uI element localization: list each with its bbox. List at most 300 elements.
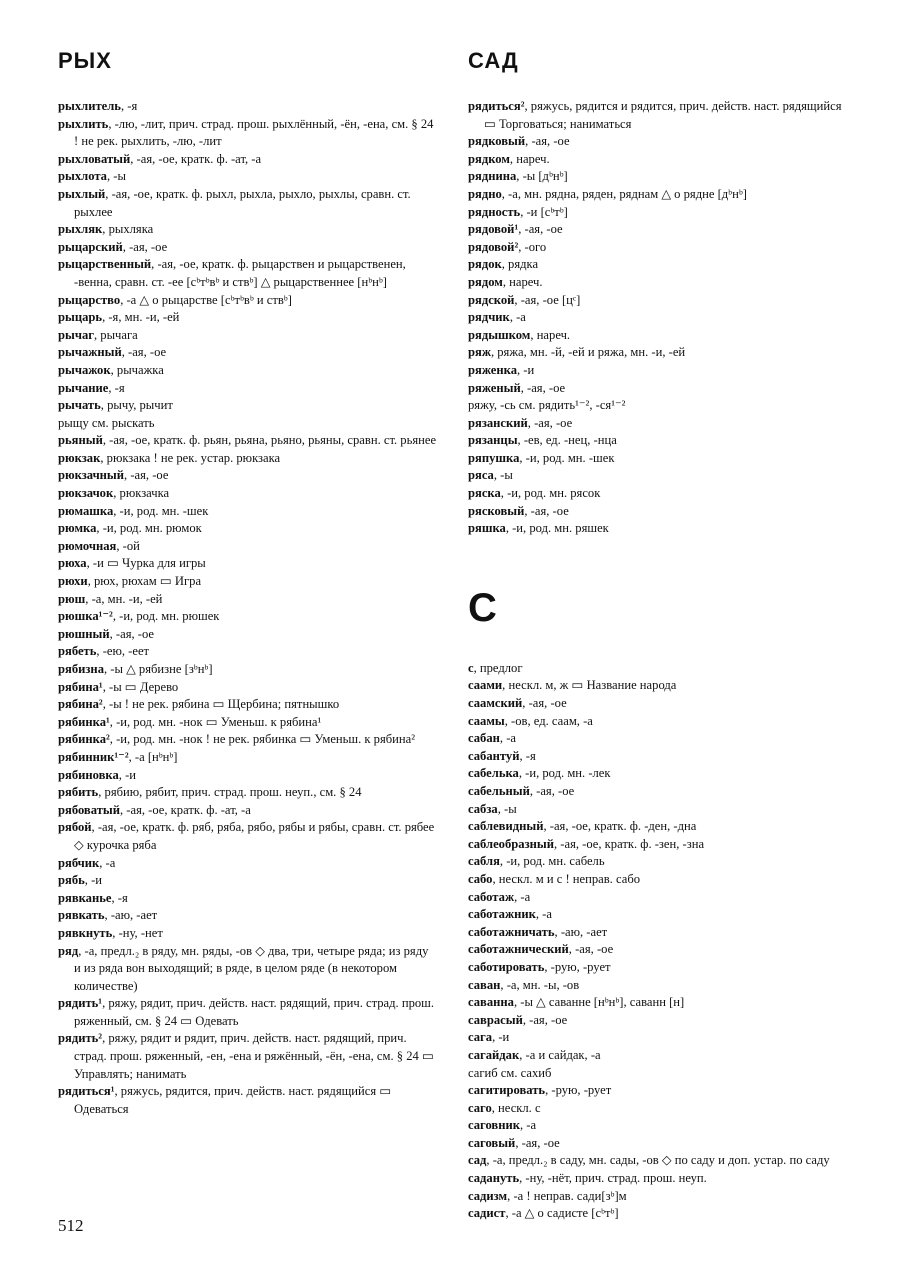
entry-headword: рябинник¹⁻²: [58, 749, 129, 764]
entry-definition: , -ая, -ое, кратк. ф. рыхл, рыхла, рыхло, рыхлы, сравн. ст. рыхлее: [74, 186, 411, 219]
dictionary-entry: [58, 995, 438, 1030]
entry-headword: ряженка: [468, 362, 517, 377]
right-column: [468, 48, 848, 1223]
left-running-head: РЫХ: [58, 48, 112, 73]
entry-definition: , рядка: [501, 257, 539, 272]
dictionary-entry: [58, 907, 438, 925]
dictionary-entry: [468, 677, 848, 695]
entry-headword: рюмка: [58, 521, 97, 536]
entry-headword: рыхлитель: [58, 99, 121, 113]
entry-definition: , -а: [99, 855, 116, 870]
entry-headword: рявканье: [58, 890, 112, 905]
entry-definition: , -а: [520, 1118, 537, 1133]
entry-definition: , -ая, -ое: [527, 415, 573, 430]
entry-headword: саами: [468, 678, 503, 693]
entry-definition: , -а, предл.₂ в ряду, мн. ряды, -ов ◇ два, три, четыре ряда; из ряду и из ряда вон выходящий; в ряде, в целом ряде (в некотором количестве): [74, 943, 429, 993]
dictionary-entry: [58, 608, 438, 626]
entry-definition: , -а △ о рыцарстве [сᵇтᵇвᵇ и ствᵇ]: [120, 292, 292, 307]
dictionary-entry: [468, 327, 848, 345]
entry-definition: , -а ! неправ. сади[зᵇ]м: [507, 1188, 627, 1203]
dictionary-entry: [468, 485, 848, 503]
entry-definition: , -а, мн. -и, -ей: [85, 591, 163, 606]
entry-headword: саванна: [468, 995, 514, 1010]
entry-headword: рядить¹: [58, 996, 103, 1011]
entry-definition: , -а: [535, 907, 552, 922]
dictionary-entry: [468, 1100, 848, 1118]
dictionary-entry: [58, 573, 438, 591]
entry-definition: , -и, род. мн. -нок ! не рек. рябинка ▭ Уменьш. к рябина²: [109, 732, 415, 747]
entry-definition: , -ая, -ое: [124, 468, 169, 483]
dictionary-entry: [468, 1188, 848, 1206]
dictionary-entry: [468, 450, 848, 468]
dictionary-entry: [58, 362, 438, 380]
dictionary-entry: [468, 730, 848, 748]
entry-headword: ряженый: [468, 380, 521, 395]
entry-definition: , -я: [108, 380, 125, 395]
entry-headword: рюмашка: [58, 503, 114, 518]
dictionary-entry: [468, 889, 848, 907]
dictionary-entry: [468, 994, 848, 1012]
entry-headword: рычажный: [58, 345, 122, 360]
entry-definition: , -ы △ рябизне [зᵇнᵇ]: [104, 662, 213, 676]
entry-headword: рычаг: [58, 327, 94, 342]
dictionary-entry: [468, 783, 848, 801]
entry-headword: сабельный: [468, 784, 530, 798]
dictionary-entry: [468, 256, 848, 274]
entry-definition: , -ого: [518, 239, 547, 254]
dictionary-entry: [468, 906, 848, 924]
entry-definition: , -аю, -ает: [554, 924, 608, 939]
dictionary-entry: [58, 661, 438, 679]
entry-definition: , ряжа, мн. -й, -ей и ряжа, мн. -и, -ей: [490, 345, 686, 360]
dictionary-entry: [58, 679, 438, 697]
entry-definition: , -и, род. мн. -лек: [518, 766, 611, 781]
entry-headword: рыхлый: [58, 186, 106, 201]
entry-definition: , -ая, -ое: [522, 696, 567, 711]
entry-definition: , нескл. с: [491, 1100, 541, 1115]
dictionary-entry: [468, 660, 848, 678]
entry-headword: саговый: [468, 1135, 516, 1150]
entry-headword: рыцарский: [58, 239, 123, 254]
entry-headword: рюмочная: [58, 538, 117, 553]
entry-headword: рядом: [468, 274, 503, 289]
entry-headword: рябинка²: [58, 732, 110, 747]
dictionary-entry: [468, 713, 848, 731]
dictionary-entry: [468, 98, 848, 133]
dictionary-entry: [58, 485, 438, 503]
entry-definition: , -и: [492, 1030, 510, 1045]
entry-definition: , -и, род. мн. -шек: [519, 450, 615, 465]
dictionary-entry: [58, 327, 438, 345]
entry-headword: сад: [468, 1153, 487, 1168]
dictionary-entry: [58, 467, 438, 485]
entry-definition: , -я: [519, 748, 536, 763]
entry-headword: рядовой²: [468, 239, 519, 254]
dictionary-entry: [58, 872, 438, 890]
entry-definition: , -ею, -еет: [96, 644, 150, 659]
entry-definition: , -ы △ саванне [нᵇнᵇ], саванн [н]: [513, 995, 685, 1010]
entry-headword: рыхлота: [58, 169, 107, 184]
entry-definition: , ряжу, рядит, прич. действ. наст. рядящий, прич. страд. прош. ряженный, см. § 24 ▭ Одевать: [74, 996, 435, 1028]
entry-definition: , -ая, -ое, кратк. ф. -зен, -зна: [553, 836, 705, 851]
dictionary-entry: [468, 292, 848, 310]
entry-definition: , нареч.: [509, 151, 550, 166]
entry-definition: , -ая, -ое: [524, 503, 569, 518]
dictionary-entry: [468, 151, 848, 169]
entry-headword: рядышком: [468, 327, 531, 342]
entry-definition: , -а, предл.₂ в саду, мн. сады, -ов ◇ по саду и доп. устар. по саду: [486, 1153, 830, 1168]
entry-headword: саботаж: [468, 889, 515, 904]
entry-headword: саван: [468, 977, 501, 992]
entry-headword: рюкзак: [58, 450, 101, 465]
dictionary-entry: [58, 555, 438, 573]
entry-headword: сага: [468, 1030, 493, 1045]
entry-headword: рясковый: [468, 503, 525, 518]
entry-definition: , -рую, -рует: [545, 1083, 612, 1098]
dictionary-entry: [58, 116, 438, 151]
entry-definition: , -я, мн. -и, -ей: [102, 310, 180, 325]
entry-headword: садист: [468, 1206, 506, 1221]
dictionary-entry: [468, 959, 848, 977]
dictionary-entry: [468, 186, 848, 204]
dictionary-entry: [58, 767, 438, 785]
dictionary-entry: [58, 643, 438, 661]
dictionary-entry: [58, 415, 438, 433]
entry-headword: саботировать: [468, 959, 545, 974]
entry-definition: , -и, род. мн. рясок: [500, 486, 601, 501]
entry-headword: ряса: [468, 468, 494, 483]
entry-headword: рябоватый: [58, 802, 120, 817]
entry-definition: , -рую, -рует: [544, 959, 611, 974]
dictionary-entry: [58, 714, 438, 732]
dictionary-entry: [58, 1083, 438, 1118]
entry-headword: рязанский: [468, 415, 528, 430]
entry-headword: саго: [468, 1100, 492, 1115]
right-running-head: САД: [468, 48, 519, 73]
left-entries: [58, 98, 438, 1118]
dictionary-entry: [468, 503, 848, 521]
entry-headword: саамы: [468, 713, 505, 728]
entry-headword: рядить²: [58, 1031, 103, 1046]
entry-definition: , -ая, -ое: [122, 239, 168, 254]
entry-headword: рядиться¹: [58, 1084, 115, 1099]
entry-headword: рыхловатый: [58, 151, 131, 166]
dictionary-entry: [58, 626, 438, 644]
dictionary-entry: [468, 1135, 848, 1153]
entry-definition: , -ая, -ое: [525, 134, 570, 149]
dictionary-entry: [58, 98, 438, 116]
entry-headword: рюкзачок: [58, 486, 114, 501]
entry-definition: , -а [нᵇнᵇ]: [128, 749, 178, 764]
entry-definition: , ряжусь, рядится, прич. действ. наст. рядящийся ▭ Одеваться: [74, 1084, 392, 1116]
entry-definition: , -а: [514, 889, 531, 904]
entry-definition: , -ы ! не рек. рябина ▭ Щербина; пятнышко: [102, 697, 340, 712]
dictionary-entry: [58, 503, 438, 521]
entry-headword: рычание: [58, 380, 109, 395]
entry-definition: , -я: [120, 99, 138, 113]
entry-definition: , -а, мн. -ы, -ов: [500, 977, 580, 992]
dictionary-entry: [58, 784, 438, 802]
entry-headword: рюшный: [58, 626, 110, 641]
dictionary-entry: [468, 1065, 848, 1083]
dictionary-entry: [468, 239, 848, 257]
entry-definition: , -и, род. мн. -шек: [113, 503, 209, 518]
dictionary-entry: [468, 432, 848, 450]
entry-headword: садануть: [468, 1171, 520, 1186]
entry-definition: , -ы: [493, 468, 513, 483]
entry-definition: , нареч.: [530, 327, 571, 342]
entry-definition: , -и: [84, 873, 103, 888]
dictionary-entry: [58, 344, 438, 362]
dictionary-entry: [58, 819, 438, 854]
entry-definition: , рябию, рябит, прич. страд. прош. неуп., см. § 24: [98, 785, 362, 800]
entry-headword: рюхи: [58, 574, 88, 589]
entry-headword: ряд: [58, 943, 79, 958]
entry-definition: , -ая, -ое, кратк. ф. -ден, -дна: [543, 819, 697, 834]
entry-headword: рядно: [468, 186, 502, 201]
entry-definition: , -и, род. мн. рюмок: [96, 521, 202, 536]
entry-definition: , -и, род. мн. сабель: [499, 854, 605, 869]
dictionary-entry: [58, 890, 438, 908]
entry-definition: , -ну, -нёт, прич. страд. прош. неуп.: [519, 1171, 707, 1186]
entry-headword: рыцарство: [58, 292, 121, 307]
entry-definition: , -ая, -ое [цᶜ]: [514, 292, 581, 307]
entry-headword: сабан: [468, 731, 500, 746]
entry-definition: , -ы [дᵇнᵇ]: [516, 169, 568, 184]
entry-headword: рябиновка: [58, 767, 119, 782]
entry-definition: , нескл. м, ж ▭ Название народа: [502, 678, 677, 693]
entry-definition: , -ая, -ое: [121, 345, 167, 360]
entry-definition: , -ов, ед. саам, -а: [504, 713, 593, 728]
entry-definition: , -а и сайдак, -а: [519, 1047, 601, 1062]
dictionary-entry: [468, 748, 848, 766]
entry-headword: рядчик: [468, 310, 510, 325]
entry-definition: , -ая, -ое: [529, 784, 575, 798]
entry-definition: сагиб см. сахиб: [468, 1065, 552, 1080]
entry-definition: , -ну, -нет: [112, 925, 163, 940]
dictionary-entry: [468, 1012, 848, 1030]
dictionary-entry: [58, 292, 438, 310]
entry-headword: рязанцы: [468, 433, 518, 448]
dictionary-entry: [58, 925, 438, 943]
entry-headword: рядковый: [468, 134, 526, 149]
entry-headword: рычать: [58, 398, 101, 413]
entry-headword: с: [468, 660, 474, 675]
entry-headword: сагайдак: [468, 1047, 520, 1062]
entry-headword: рядиться²: [468, 99, 525, 113]
dictionary-entry: [468, 344, 848, 362]
dictionary-entry: [58, 186, 438, 221]
dictionary-entry: [58, 749, 438, 767]
dictionary-entry: [468, 1205, 848, 1223]
entry-definition: , рюх, рюхам ▭ Игра: [87, 574, 202, 589]
entry-headword: рыцарственный: [58, 257, 152, 272]
entry-definition: , нареч.: [502, 274, 543, 289]
entry-headword: саблевидный: [468, 819, 544, 834]
entry-definition: , -ая, -ое, кратк. ф. рьян, рьяна, рьяно, рьяны, сравн. ст. рьянее: [102, 433, 437, 448]
entry-definition: , -и: [517, 362, 535, 377]
dictionary-entry: [58, 731, 438, 749]
entry-headword: саботажничать: [468, 924, 555, 939]
entry-definition: , -ая, -ое: [520, 380, 566, 395]
entry-definition: , -я: [111, 890, 128, 905]
entry-definition: , предлог: [473, 660, 523, 675]
entry-definition: , рычажка: [110, 362, 164, 377]
dictionary-entry: [468, 1047, 848, 1065]
entry-definition: , ряжусь, рядится и рядится, прич. действ. наст. рядящийся ▭ Торговаться; наниматься: [484, 99, 842, 131]
entry-headword: саблеобразный: [468, 836, 554, 851]
entry-headword: садизм: [468, 1188, 508, 1203]
dictionary-entry: [468, 977, 848, 995]
dictionary-entry: [468, 274, 848, 292]
entry-headword: рыхлить: [58, 116, 109, 131]
entry-headword: рявкать: [58, 908, 105, 923]
dictionary-entry: [468, 818, 848, 836]
entry-headword: рядность: [468, 204, 521, 219]
dictionary-entry: [58, 855, 438, 873]
entry-headword: сагитировать: [468, 1083, 546, 1098]
entry-definition: , -и ▭ Чурка для игры: [86, 556, 206, 571]
dictionary-entry: [468, 924, 848, 942]
entry-headword: рядской: [468, 292, 515, 307]
dictionary-entry: [58, 168, 438, 186]
entry-definition: , -ев, ед. -нец, -нца: [517, 433, 617, 448]
entry-definition: , рыхляка: [102, 222, 154, 237]
dictionary-entry: [468, 467, 848, 485]
entry-definition: , -а: [509, 310, 526, 325]
entry-headword: рюш: [58, 591, 86, 606]
dictionary-entry: [58, 239, 438, 257]
dictionary-entry: [468, 853, 848, 871]
dictionary-entry: [468, 836, 848, 854]
entry-headword: саговник: [468, 1118, 520, 1133]
entry-definition: ряжу, -сь см. рядить¹⁻², -ся¹⁻²: [468, 398, 626, 413]
entry-definition: , -и, род. мн. ряшек: [505, 521, 609, 536]
dictionary-entry: [468, 1029, 848, 1047]
dictionary-entry: [58, 256, 438, 291]
entry-headword: рябь: [58, 873, 85, 888]
entry-headword: саамский: [468, 696, 523, 711]
dictionary-entry: [468, 221, 848, 239]
dictionary-entry: [468, 871, 848, 889]
entry-definition: , -аю, -ает: [104, 908, 158, 923]
entry-definition: , -а △ о садисте [сᵇтᵇ]: [505, 1206, 619, 1221]
entry-definition: , -ы: [497, 801, 517, 816]
dictionary-entry: [468, 941, 848, 959]
dictionary-entry: [58, 802, 438, 820]
entry-definition: , -ая, -ое: [518, 222, 563, 237]
dictionary-entry: [58, 520, 438, 538]
entry-definition: , -а: [499, 731, 516, 746]
right-entries-bottom: [468, 660, 848, 1223]
entry-headword: рядком: [468, 151, 510, 166]
entry-headword: рябить: [58, 785, 99, 800]
entry-headword: рябинка¹: [58, 714, 110, 729]
entry-definition: , рычага: [93, 327, 138, 342]
entry-definition: , -и, род. мн. рюшек: [112, 609, 220, 624]
entry-definition: , -ая, -ое, кратк. ф. -ат, -а: [130, 151, 262, 166]
page-number: 512: [58, 1216, 84, 1235]
dictionary-entry: [468, 415, 848, 433]
dictionary-entry: [58, 591, 438, 609]
dictionary-entry: [58, 221, 438, 239]
dictionary-entry: [468, 397, 848, 415]
dictionary-entry: [468, 133, 848, 151]
dictionary-entry: [58, 1030, 438, 1083]
right-entries-top: [468, 98, 848, 538]
dictionary-entry: [468, 695, 848, 713]
dictionary-entry: [58, 432, 438, 450]
dictionary-entry: [58, 380, 438, 398]
entry-definition: , -ая, -ое, кратк. ф. -ат, -а: [119, 802, 251, 817]
entry-headword: ряска: [468, 486, 501, 501]
entry-definition: , -ы ▭ Дерево: [102, 679, 179, 694]
entry-headword: рябина²: [58, 697, 103, 712]
dictionary-entry: [58, 151, 438, 169]
dictionary-entry: [468, 1170, 848, 1188]
dictionary-entry: [58, 450, 438, 468]
entry-definition: , рюкзачка: [113, 486, 170, 501]
entry-headword: рычажок: [58, 362, 111, 377]
entry-headword: саботажник: [468, 907, 536, 922]
entry-headword: рьяный: [58, 433, 103, 448]
entry-definition: , -и, род. мн. -нок ▭ Уменьш. к рябина¹: [109, 714, 322, 729]
entry-definition: , -лю, -лит, прич. страд. прош. рыхлённый, -ён, -ена, см. § 24 ! не рек. рыхлить, -лю, -лит: [74, 116, 434, 149]
dictionary-entry: [58, 538, 438, 556]
entry-headword: рюкзачный: [58, 468, 125, 483]
dictionary-entry: [468, 520, 848, 538]
dictionary-entry: [468, 168, 848, 186]
entry-headword: ряпушка: [468, 450, 520, 465]
dictionary-entry: [58, 309, 438, 327]
entry-definition: , -и: [118, 767, 137, 782]
entry-headword: рябеть: [58, 644, 97, 659]
entry-headword: рюха: [58, 556, 87, 571]
dictionary-entry: [468, 1152, 848, 1170]
entry-definition: , -ой: [116, 538, 140, 553]
entry-definition: , -ая, -ое: [522, 1012, 568, 1027]
left-column: [58, 48, 438, 1118]
entry-definition: , рюкзака ! не рек. устар. рюкзака: [100, 450, 281, 465]
entry-headword: рядовой¹: [468, 222, 519, 237]
dictionary-entry: [468, 380, 848, 398]
entry-definition: , -а, мн. рядна, ряден, ряднам △ о рядне [дᵇнᵇ]: [501, 186, 747, 201]
dictionary-entry: [468, 1082, 848, 1100]
entry-headword: рюшка¹⁻²: [58, 609, 113, 624]
dictionary-entry: [58, 943, 438, 996]
entry-headword: саботажнический: [468, 942, 569, 957]
entry-definition: , ряжу, рядит и рядит, прич. действ. наст. рядящий, прич. страд. прош. ряженный, -ен, -ена и ряжённый, -ён, -ена, см. § 24 ▭ Управлять; нанимать: [74, 1031, 434, 1081]
entry-definition: , -ы: [106, 169, 126, 184]
entry-headword: сабза: [468, 801, 498, 816]
dictionary-entry: [58, 696, 438, 714]
entry-definition: , рычу, рычит: [100, 398, 173, 413]
entry-headword: рявкнуть: [58, 925, 113, 940]
entry-headword: рябина¹: [58, 679, 103, 694]
entry-headword: сабантуй: [468, 748, 520, 763]
entry-headword: сабля: [468, 854, 500, 869]
dictionary-entry: [468, 1117, 848, 1135]
entry-headword: ряж: [468, 345, 491, 360]
dictionary-entry: [468, 309, 848, 327]
dictionary-entry: [468, 801, 848, 819]
entry-definition: , -и [сᵇтᵇ]: [520, 204, 568, 219]
entry-headword: ряшка: [468, 521, 506, 536]
entry-headword: ряднина: [468, 169, 517, 184]
dictionary-entry: [468, 362, 848, 380]
section-letter: С: [468, 585, 497, 630]
dictionary-entry: [468, 765, 848, 783]
